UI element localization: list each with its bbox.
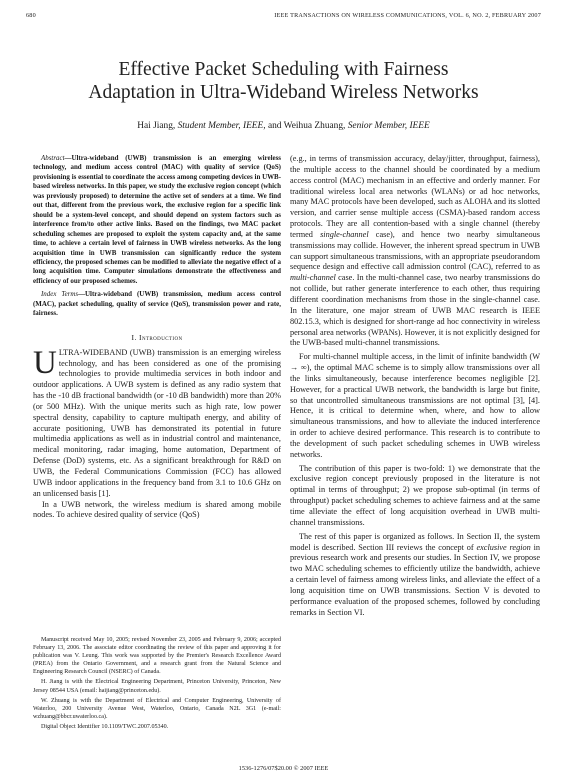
- index-terms-label: Index Terms: [41, 290, 79, 299]
- footnote-manuscript: Manuscript received May 10, 2005; revised November 23, 2005 and February 9, 2006; accepted February 13, 2006. The associate editor coordinating the review of this paper and approving it for publication was V. Leung. This work was supported by the Premier's Research Excellence Award (PREA) from the Ontario Government, and a research grant from the Natural Science and Engineering Research Council (NSERC) of Canada.: [33, 637, 281, 676]
- footnote-author-2: W. Zhuang is with the Department of Electrical and Computer Engineering, University of Waterloo, 200 University Avenue West, Waterloo, Ontario, Canada N2L 3G1 (e-mail: wzhuang@bbcr.uwaterloo.ca).: [33, 697, 281, 720]
- footnote-block: [33, 636, 281, 731]
- abstract: [33, 154, 281, 286]
- running-header: [26, 12, 541, 22]
- term-exclusive-region: exclusive region: [476, 542, 531, 552]
- author-1-role: Student Member, IEEE,: [177, 121, 266, 131]
- author-line: [20, 121, 547, 131]
- right-paragraph-2: For multi-channel multiple access, in the limit of infinite bandwidth (W → ∞), the optimal MAC scheme is to simply allow transmissions over all the links simultaneously, because interference becomes negligible [2]. However, for a practical UWB network, the bandwidth is large but finite, so that uncontrolled simultaneous transmissions are not optimal [3], [4]. Hence, it is critical to determine when, where, and how to allow simultaneous transmissions, and how to alleviate the induced interference in order to achieve desired performance. This research is to contribute to the development of such packet scheduling schemes in UWB wireless networks.: [290, 352, 540, 459]
- title-line-2: Adaptation in Ultra-Wideband Wireless Networks: [88, 82, 479, 103]
- drop-cap: U: [33, 344, 57, 381]
- right-paragraph-4-part-b: in previous research work and presents our studies. In Section IV, we propose two MAC scheduling schemes to efficiently utilize the bandwidth, achieve a certain level of fairness among wireless links, and alleviate the effect of a long acquisition time on UWB transmissions. Section V is devoted to performance evaluation of the proposed schemes, followed by concluding remarks in Section VI.: [290, 542, 541, 617]
- right-paragraph-1-part-a: (e.g., in terms of transmission accuracy, delay/jitter, throughput, fairness), the multiple access to the channel should be coordinated by a medium access control (MAC) mechanism in an effective and orderly manner. For traditional wireless local area networks (WLANs) or ad hoc networks, many MAC protocols have been developed, such as ALOHA and its slotted version, and carrier sense multiple access (CSMA)-based random access protocols. They are all contention-based with a single channel (thereby termed: [290, 154, 540, 239]
- title-line-1: Effective Packet Scheduling with Fairness: [118, 59, 449, 80]
- journal-header: IEEE TRANSACTIONS ON WIRELESS COMMUNICATIONS, VOL. 6, NO. 2, FEBRUARY 2007: [274, 12, 541, 19]
- index-terms-text: —Ultra-wideband (UWB) transmission, medium access control (MAC), packet scheduling, quality of service (QoS), transmission power and rate, fairness.: [33, 290, 281, 318]
- copyright-line: 1536-1276/07$20.00 © 2007 IEEE: [238, 765, 329, 772]
- author-1: Hai Jiang,: [137, 121, 178, 131]
- right-paragraph-3: The contribution of this paper is two-fold: 1) we demonstrate that the exclusive region concept previously proposed in the literature is not optimal in terms of throughput; 2) we propose sub-optimal (in terms of throughput) packet scheduling schemes to achieve fairness and at the same time alleviate the effect of long acquisition overhead in UWB multi-channel transmissions.: [290, 463, 540, 527]
- term-multi-channel: multi-channel: [290, 273, 336, 283]
- abstract-label: Abstract: [41, 154, 65, 162]
- paper-title: [20, 58, 547, 104]
- index-terms: [33, 290, 281, 318]
- intro-paragraph-1-text: LTRA-WIDEBAND (UWB) transmission is an emerging wireless technology, and has been considered as one of the promising technologies to provide multimedia services in both indoor and outdoor applications. A UWB system is defined as any radio system that has the -10 dB fractional bandwidth (or -10 dB bandwidth) more than 20% (or 500 MHz). With the unique merits such as high rate, low power spectral density, capability to capture multipath energy, and ability of accurate positioning, UWB has demonstrated its potential in future multimedia applications as well as in industrial control and maintenance, medical monitoring, radar imaging, home automation, Department of Defense (DoD) systems, etc. As a significant breakthrough for R&D on UWB, the Federal Communications Commission (FCC) has allowed UWB indoor applications in the frequency band from 3.1 to 10.6 GHz on an unlicensed basis [1].: [33, 347, 281, 498]
- footnote-author-1: H. Jiang is with the Electrical Engineering Department, Princeton University, Princeton, New Jersey 08544 USA (email: haijiang@princeton.edu).: [33, 679, 281, 694]
- footnote-doi: Digital Object Identifier 10.1109/TWC.2007.05340.: [41, 723, 169, 730]
- left-column: [33, 154, 281, 521]
- intro-paragraph-1: [33, 344, 281, 500]
- author-2-role: Senior Member, IEEE: [347, 121, 430, 131]
- right-paragraph-1-part-c: case. In the multi-channel case, two nearby transmissions do not collide, but rather generate interference to each other, thus requiring different coordination mechanisms from those in the single-channel case. In the literature, one major stream of UWB MAC research is IEEE 802.15.3, which is designed for short-range ad hoc connectivity in wireless personal area networks (WPANs). However, it is not explicitly designed for the UWB-based multi-channel transmissions.: [290, 273, 540, 348]
- page-number: 680: [26, 12, 36, 19]
- right-paragraph-1-part-b: case), and hence two nearby simultaneous transmissions may collide. However, the inherent spread spectrum in UWB can support simultaneous transmissions, with an appropriate pseudorandom sequence design and effective call admission control (CAC), referred to as: [290, 229, 541, 272]
- right-column: [290, 154, 540, 621]
- right-paragraph-4-part-a: The rest of this paper is organized as follows. In Section II, the system model is described. Section III reviews the concept of: [290, 531, 540, 552]
- abstract-text: —Ultra-wideband (UWB) transmission is an emerging wireless technology, and medium access control (MAC) with quality of service (QoS) provisioning is essential to coordinate the access among competing devices in UWB-based wireless networks. In this paper, we study the exclusive region concept (which was previously proposed) to determine the active set of senders at a time. We find out that, different from the previous work, the exclusive region for a specific link should be a system-level concept, and should depend on system factors such as interference from/to other active links. Based on the findings, two MAC packet scheduling schemes are proposed to exploit the system capacity and, at the same time, to achieve a certain level of fairness in UWB wireless networks. As the long acquisition time in UWB transmission can significantly reduce the system efficiency, the proposed schemes can be modified to alleviate the negative effect of a long acquisition time. Computer simulations demonstrate the effectiveness and efficiency of our proposed schemes.: [33, 154, 281, 285]
- author-conjunction: and Weihua Zhuang,: [265, 121, 348, 131]
- right-paragraph-1: [290, 154, 540, 349]
- section-heading-introduction: I. Introduction: [131, 332, 183, 342]
- right-paragraph-4: [290, 532, 540, 619]
- intro-paragraph-2: In a UWB network, the wireless medium is shared among mobile nodes. To achieve desired quality of service (QoS): [33, 499, 281, 520]
- term-single-channel: single-channel: [320, 229, 369, 239]
